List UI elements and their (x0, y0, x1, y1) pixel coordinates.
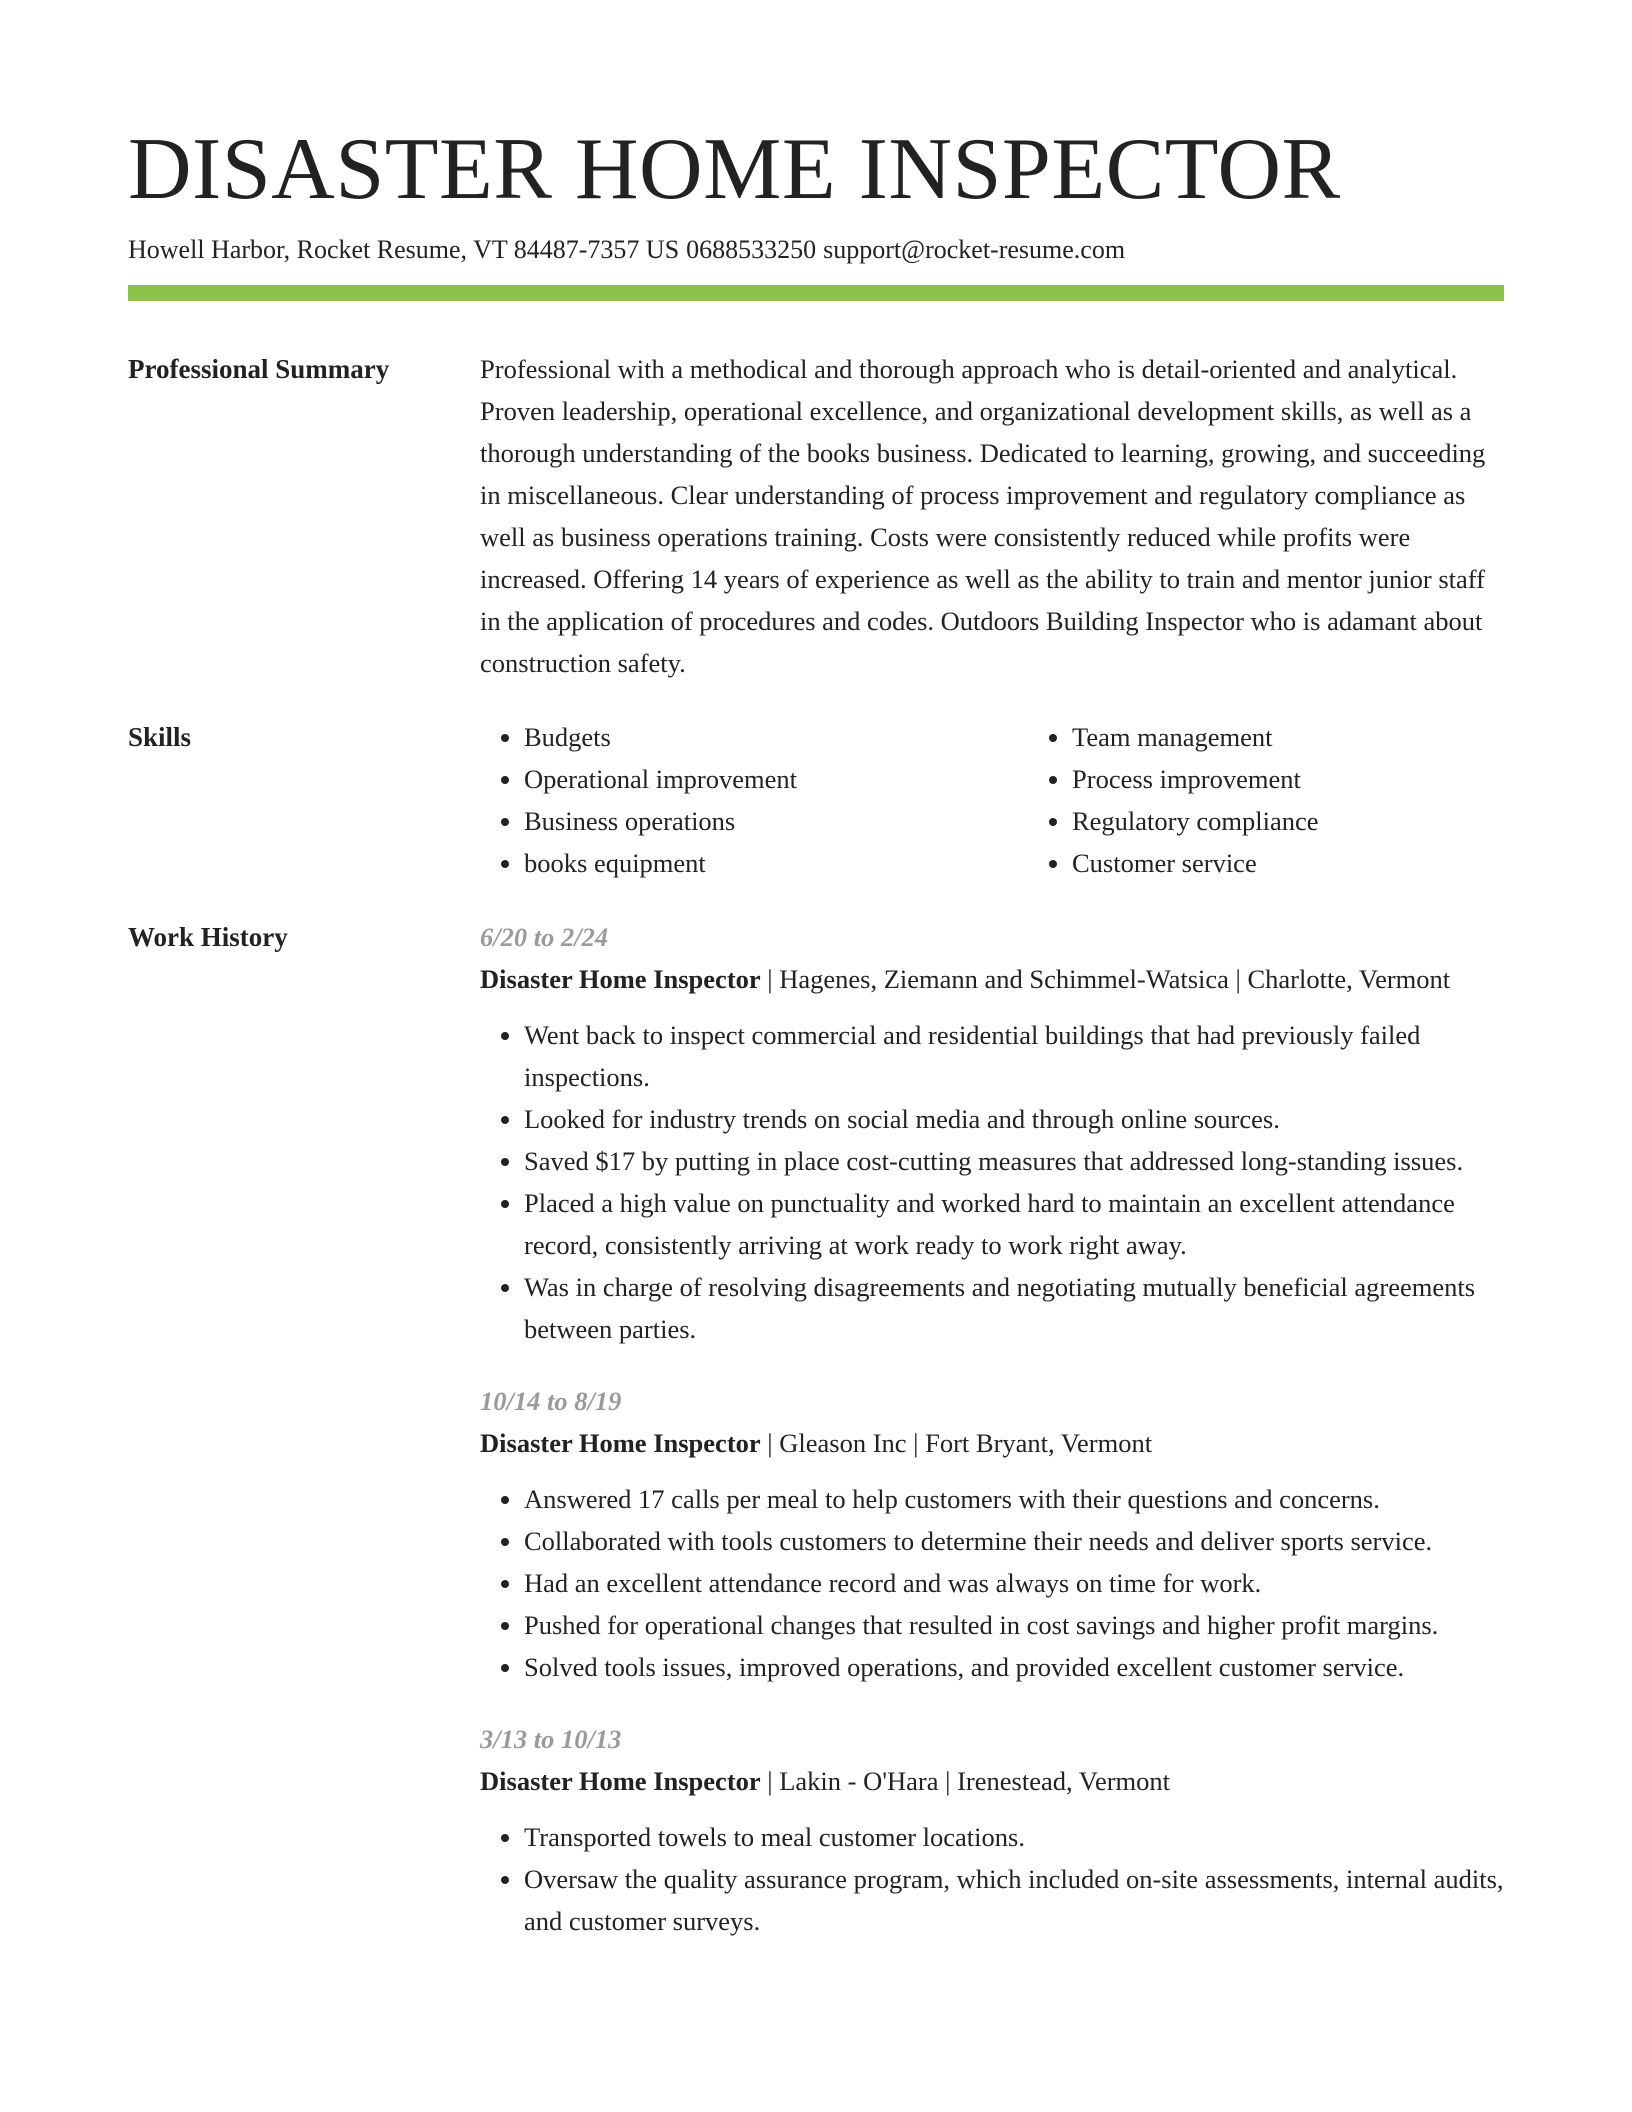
skills-heading: Skills (128, 722, 192, 752)
job-bullets (480, 1478, 1510, 1688)
job-bullet: • Looked for industry trends on social media and through online sources. (524, 1098, 1510, 1140)
job-header (480, 958, 1510, 1000)
job-company: Gleason Inc (779, 1428, 907, 1458)
job-separator: | (760, 964, 780, 994)
skill-item: • Business operations (524, 800, 984, 842)
work-history-heading: Work History (128, 922, 288, 952)
skill-item: • Operational improvement (524, 758, 984, 800)
job-separator: | (760, 1428, 780, 1458)
skill-item: • Customer service (1072, 842, 1532, 884)
job-location: Fort Bryant, Vermont (925, 1428, 1153, 1458)
job-entry (480, 1718, 1510, 1942)
skill-item: • books equipment (524, 842, 984, 884)
job-separator: | (1228, 964, 1248, 994)
job-bullet: • Solved tools issues, improved operations, and provided excellent customer service. (524, 1646, 1510, 1688)
job-company: Hagenes, Ziemann and Schimmel-Watsica (779, 964, 1229, 994)
job-title: Disaster Home Inspector (480, 1766, 761, 1796)
job-bullet: • Pushed for operational changes that resulted in cost savings and higher profit margins. (524, 1604, 1510, 1646)
skill-item: • Budgets (524, 716, 984, 758)
skill-item: • Process improvement (1072, 758, 1532, 800)
job-bullets (480, 1014, 1510, 1350)
job-title: Disaster Home Inspector (480, 1428, 761, 1458)
job-header (480, 1422, 1510, 1464)
summary-heading: Professional Summary (128, 354, 390, 384)
job-location: Charlotte, Vermont (1247, 964, 1451, 994)
summary-body (480, 348, 1510, 684)
job-dates: 10/14 to 8/19 (480, 1386, 622, 1416)
work-history-body (480, 916, 1510, 1972)
job-header (480, 1760, 1510, 1802)
job-bullet: • Went back to inspect commercial and residential buildings that had previously failed inspections. (524, 1014, 1510, 1098)
job-dates: 3/13 to 10/13 (480, 1724, 622, 1754)
job-company: Lakin - O'Hara (779, 1766, 939, 1796)
job-bullet: • Was in charge of resolving disagreements and negotiating mutually beneficial agreements between parties. (524, 1266, 1510, 1350)
job-bullet: • Placed a high value on punctuality and worked hard to maintain an excellent attendance record, consistently arriving at work ready to work right away. (524, 1182, 1510, 1266)
job-bullet: • Collaborated with tools customers to determine their needs and deliver sports service. (524, 1520, 1510, 1562)
contact-email: support@rocket-resume.com (823, 235, 1126, 264)
job-entry (480, 916, 1510, 1350)
job-location: Irenestead, Vermont (957, 1766, 1170, 1796)
job-bullet: • Saved $17 by putting in place cost-cutting measures that addressed long-standing issues. (524, 1140, 1510, 1182)
job-bullet: • Transported towels to meal customer locations. (524, 1816, 1510, 1858)
summary-text: Professional with a methodical and thorough approach who is detail-oriented and analytical. Proven leadership, operational excellence, and organizational development skills, as well as a thorough understanding of the books business. Dedicated to learning, growing, and succeeding in miscellaneous. Clear understanding of process improvement and regulatory compliance as well as business operations training. Costs were consistently reduced while profits were increased. Offering 14 years of experience as well as the ability to train and mentor junior staff in the application of procedures and codes. Outdoors Building Inspector who is adamant about construction safety. (480, 354, 1486, 678)
skills-list-left (480, 716, 984, 884)
skill-item: • Regulatory compliance (1072, 800, 1532, 842)
accent-divider (128, 285, 1504, 301)
job-bullet: • Had an excellent attendance record and was always on time for work. (524, 1562, 1510, 1604)
job-bullets (480, 1816, 1510, 1942)
job-separator: | (760, 1766, 780, 1796)
job-separator: | (906, 1428, 926, 1458)
skill-item: • Team management (1072, 716, 1532, 758)
skills-columns (480, 716, 1510, 884)
job-title: Disaster Home Inspector (480, 964, 761, 994)
job-separator: | (938, 1766, 958, 1796)
resume-header (128, 118, 1504, 268)
contact-line (128, 232, 1504, 268)
skills-body (480, 716, 1510, 884)
resume-title: DISASTER HOME INSPECTOR (128, 121, 1341, 218)
skills-list-right (1028, 716, 1532, 884)
job-bullet: • Oversaw the quality assurance program, which included on-site assessments, internal audits, and customer surveys. (524, 1858, 1510, 1942)
job-bullet: • Answered 17 calls per meal to help customers with their questions and concerns. (524, 1478, 1510, 1520)
job-dates: 6/20 to 2/24 (480, 922, 609, 952)
job-entry (480, 1380, 1510, 1688)
contact-phone: 0688533250 (686, 235, 817, 264)
contact-address: Howell Harbor, Rocket Resume, VT 84487-7357 US (128, 235, 680, 264)
